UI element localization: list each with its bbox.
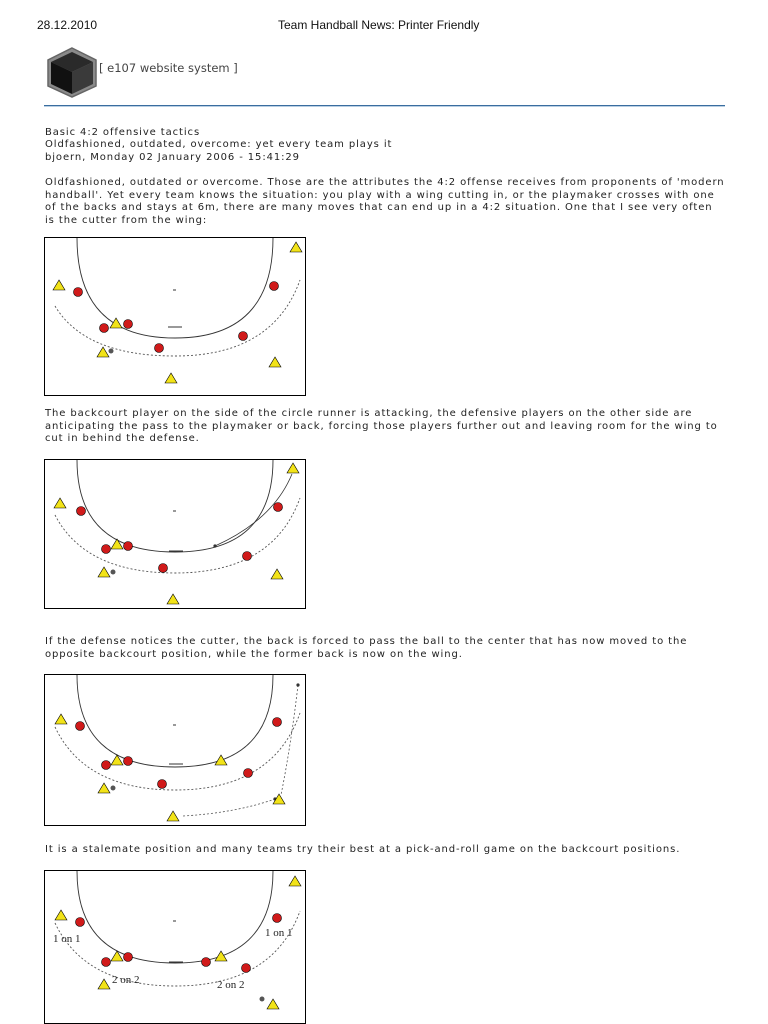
print-date: 28.12.2010 bbox=[37, 18, 98, 32]
label-2on2-right: 2 on 2 bbox=[217, 979, 245, 991]
cube-logo-icon bbox=[44, 46, 100, 98]
court-diagram-2 bbox=[44, 459, 306, 609]
page-title: Team Handball News: Printer Friendly bbox=[278, 18, 480, 32]
label-1on1-right: 1 on 1 bbox=[265, 927, 293, 939]
article-subtitle: Oldfashioned, outdated, overcome: yet every team plays it bbox=[45, 139, 393, 150]
article-byline: bjoern, Monday 02 January 2006 - 15:41:29 bbox=[45, 152, 300, 163]
paragraph-4: It is a stalemate position and many teams try their best at a pick-and-roll game on the backcourt positions. bbox=[45, 844, 681, 855]
paragraph-2: The backcourt player on the side of the circle runner is attacking, the defensive players on the other side are anticipating the pass to the playmaker or back, forcing those players further out and leaving room for the wing to cut in behind the defense. bbox=[45, 408, 718, 444]
article-title: Basic 4:2 offensive tactics bbox=[45, 127, 201, 138]
court-diagram-1 bbox=[44, 237, 306, 396]
court-diagram-4 bbox=[44, 870, 306, 1024]
court-diagram-3 bbox=[44, 674, 306, 826]
header-divider bbox=[44, 105, 725, 107]
label-2on2-left: 2 on 2 bbox=[112, 974, 140, 986]
site-name: [ e107 website system ] bbox=[99, 61, 238, 75]
paragraph-3: If the defense notices the cutter, the back is forced to pass the ball to the center that has now moved to the opposite backcourt position, while the former back is now on the wing. bbox=[45, 636, 688, 660]
label-1on1-left: 1 on 1 bbox=[53, 933, 81, 945]
paragraph-1: Oldfashioned, outdated or overcome. Those are the attributes the 4:2 offense receives from proponents of 'modern handball'. Yet every team knows the situation: you play with a wing cutting in, or the playmaker crosses with one of the backs and stays at 6m, there are many moves that can end up in a 4:2 situation. One that I see very often is the cutter from the wing: bbox=[45, 177, 725, 226]
